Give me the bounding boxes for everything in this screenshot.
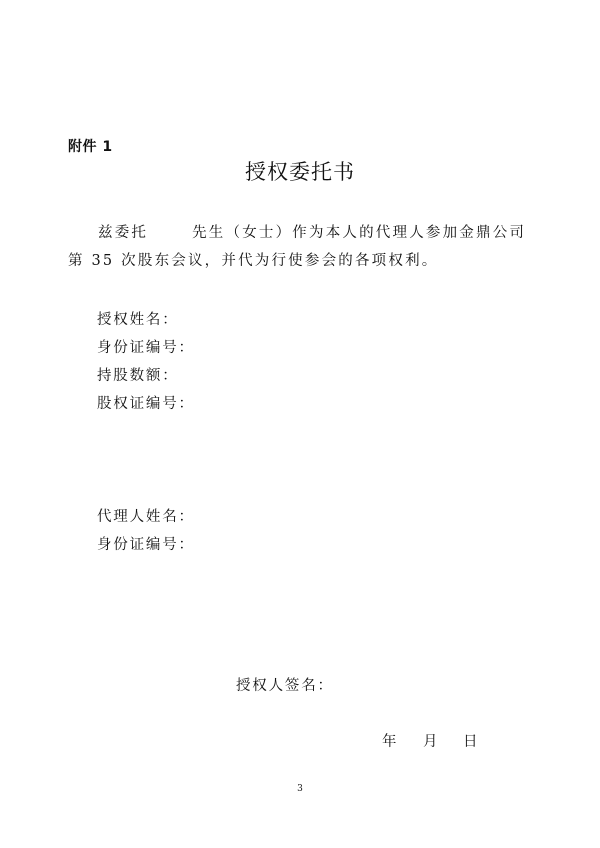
- agent-name-label: 代理人姓名：: [97, 509, 195, 525]
- body-agent-text: 先生（女士）作为本人的代理人参加金鼎公司: [192, 225, 527, 241]
- body-entrust-text: 兹委托: [98, 225, 149, 241]
- date-month-label: 月: [423, 734, 438, 750]
- page-number: 3: [297, 784, 303, 794]
- attachment-label: 附件 1: [68, 139, 113, 155]
- date-day-label: 日: [463, 734, 478, 750]
- body-paragraph-line-1: [68, 221, 528, 242]
- agent-id-label: 身份证编号：: [97, 537, 195, 553]
- signature-label: 授权人签名：: [236, 678, 334, 694]
- principal-name-label: 授权姓名：: [97, 312, 179, 328]
- date-year-label: 年: [382, 734, 397, 750]
- document-title: 授权委托书: [245, 160, 355, 184]
- share-certificate-label: 股权证编号：: [97, 396, 195, 412]
- share-amount-label: 持股数额：: [97, 368, 179, 384]
- principal-id-label: 身份证编号：: [97, 340, 195, 356]
- body-paragraph-line-2: 第 35 次股东会议，并代为行使参会的各项权利。: [68, 253, 439, 269]
